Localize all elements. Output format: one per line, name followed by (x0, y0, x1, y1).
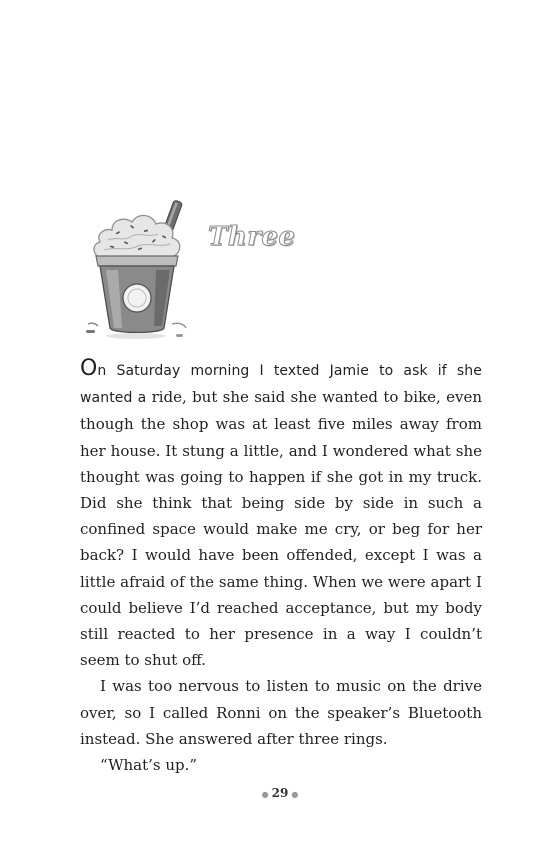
ornament-dot-right: ● (291, 788, 299, 799)
paragraph: “What’s up.” (100, 756, 198, 775)
paragraph (80, 357, 482, 673)
chapter-title: Three (208, 222, 296, 252)
drop-cap: O (80, 356, 98, 381)
page-number (0, 786, 560, 800)
chapter-body (80, 357, 482, 778)
paragraph: I was too nervous to listen to music on the drive over, so I called Ronni on the speaker’s Bluetooth instead. She answered after three rings. (80, 677, 482, 748)
ornament-dot-left: ● (261, 788, 269, 799)
paragraph-text: ride, but she said she wanted to bike, even though the shop was at least five miles away from her house. It stung a little, and I wondered what she thought was going to happen if she got in my truck. Did she think that being side by side in such a confined space would make me cry, or beg for her back? I would have been offended, except I was a little afraid of the same thing. When we were apart I could believe I’d reached acceptance, but my body still reacted to her presence in a way I couldn’t seem to shut off. (80, 388, 482, 670)
page-number-value: 29 (271, 786, 289, 800)
whipped-cream-drink-cup-icon (86, 196, 190, 344)
opening-words: n Saturday morning I texted Jamie to ask if she wanted a (80, 363, 482, 407)
